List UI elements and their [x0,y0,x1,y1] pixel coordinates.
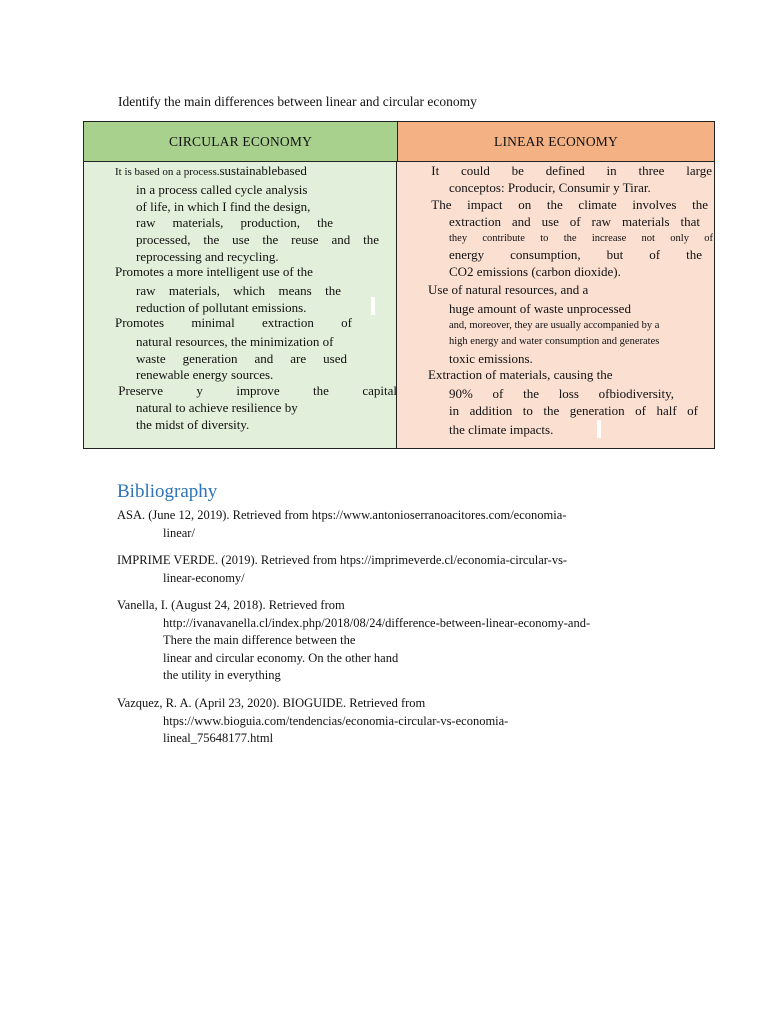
text-cursor-marker [597,420,601,438]
comparison-table [83,121,715,449]
reference-entry: Vanella, I. (August 24, 2018). Retrieved from http://ivanavanella.cl/index.php/2018/08/24/difference-between-linear-economy-and- There the main difference between the linear and circular economy. On the other hand the utility in everything [117,598,591,682]
circular-item-2: Promotes a more intelligent use of the raw materials, which means the reduction of pollutant emissions. [115,264,341,315]
reference-entry: Vazquez, R. A. (April 23, 2020). BIOGUIDE. Retrieved from htps://www.bioguia.com/tendencias/economia-circular-vs-economia- lineal_75648177.html [117,696,509,745]
circular-economy-header: CIRCULAR ECONOMY [84,122,398,161]
linear-item-3: Use of natural resources, and a huge amount of waste unprocessed and, moreover, they are usually accompanied by a high energy and water consumption and generates toxic emissions. [428,282,660,367]
circular-item-4: Preserve y improve the capital natural to achieve resilience by the midst of diversity. [118,383,397,432]
bibliography-heading: Bibliography [117,481,218,502]
reference-entry: IMPRIME VERDE. (2019). Retrieved from htps://imprimeverde.cl/economia-circular-vs- linear-economy/ [117,553,568,585]
circular-item-1: It is based on a process.sustainablebased in a process called cycle analysis of life, in which I find the design, raw materials, production, the processed, the use the reuse and the reprocessing and recycling. [115,163,379,264]
circular-item-3: Promotes minimal extraction of natural resources, the minimization of waste generation and are used renewable energy sources. [115,315,352,383]
question-text: Identify the main differences between linear and circular economy [118,94,477,109]
linear-item-4: Extraction of materials, causing the 90% of the loss ofbiodiversity, in addition to the generation of half of the climate impacts. [428,367,698,438]
linear-item-2: The impact on the climate involves the extraction and use of raw materials that they contribute to the increase not only of energy consumption, but of the CO2 emissions (carbon dioxide). [431,197,713,280]
linear-economy-header: LINEAR ECONOMY [398,122,714,161]
table-header-row [84,122,714,162]
text-cursor-marker [371,297,375,315]
circular-economy-cell [84,162,397,448]
linear-item-1: It could be defined in three large conceptos: Producir, Consumir y Tirar. [431,163,712,195]
reference-entry: ASA. (June 12, 2019). Retrieved from htps://www.antonioserranoacitores.com/economia- linear/ [117,508,567,540]
table-body-row [84,162,714,448]
linear-economy-cell [397,162,714,448]
